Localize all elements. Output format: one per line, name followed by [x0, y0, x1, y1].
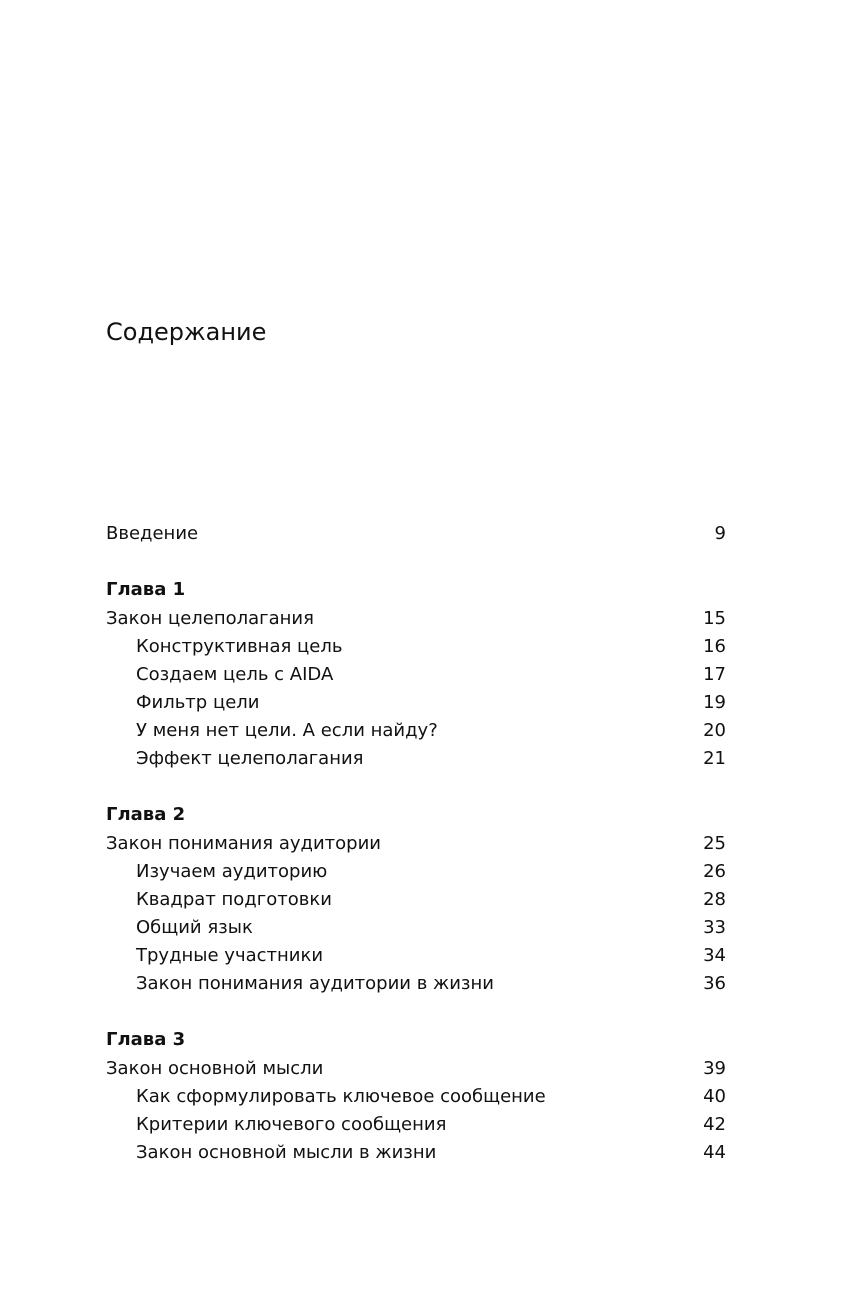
toc-section-entry[interactable] [106, 886, 726, 914]
toc-entry-title: Трудные участники [136, 945, 324, 966]
toc-section-entry[interactable] [106, 661, 726, 689]
toc-chapter-entry[interactable] [106, 1055, 726, 1083]
toc-entry-title: Закон понимания аудитории в жизни [136, 973, 494, 994]
toc-section-entry[interactable] [106, 914, 726, 942]
toc-section-entry[interactable] [106, 689, 726, 717]
toc-entry-page: 16 [703, 636, 726, 657]
toc-entry-page: 26 [703, 861, 726, 882]
toc-entry-title: Закон целеполагания [106, 608, 314, 629]
page-title: Содержание [106, 318, 267, 346]
toc-section-entry[interactable] [106, 1111, 726, 1139]
toc-section-entry[interactable] [106, 1139, 726, 1167]
toc-entry-page: 44 [703, 1142, 726, 1163]
toc-entry-page: 19 [703, 692, 726, 713]
toc-entry-title: Закон основной мысли в жизни [136, 1142, 437, 1163]
toc-entry-page: 21 [703, 748, 726, 769]
toc-entry-page: 17 [703, 664, 726, 685]
chapter-label: Глава 2 [106, 804, 186, 825]
toc-entry-title: Закон понимания аудитории [106, 833, 381, 854]
toc-section-entry[interactable] [106, 745, 726, 773]
toc-entry-page: 39 [703, 1058, 726, 1079]
toc-entry-intro[interactable] [106, 520, 726, 548]
toc-entry-page: 25 [703, 833, 726, 854]
toc-entry-page: 33 [703, 917, 726, 938]
toc-entry-page: 42 [703, 1114, 726, 1135]
toc-entry-title: Закон основной мысли [106, 1058, 324, 1079]
toc-chapter-entry[interactable] [106, 605, 726, 633]
toc-section-entry[interactable] [106, 970, 726, 998]
toc-section-entry[interactable] [106, 717, 726, 745]
chapter-label: Глава 3 [106, 1029, 186, 1050]
toc-entry-title: Создаем цель с AIDA [136, 664, 334, 685]
toc-entry-title: Введение [106, 523, 199, 544]
toc-entry-page: 34 [703, 945, 726, 966]
toc-entry-page: 9 [714, 523, 726, 544]
toc-entry-title: У меня нет цели. А если найду? [136, 720, 438, 741]
toc-entry-page: 28 [703, 889, 726, 910]
toc-entry-title: Критерии ключевого сообщения [136, 1114, 447, 1135]
toc-entry-title: Фильтр цели [136, 692, 260, 713]
toc-entry-page: 40 [703, 1086, 726, 1107]
toc-entry-title: Конструктивная цель [136, 636, 343, 657]
toc-chapter-entry[interactable] [106, 830, 726, 858]
toc-entry-page: 15 [703, 608, 726, 629]
toc-entry-title: Общий язык [136, 917, 253, 938]
toc-entry-title: Эффект целеполагания [136, 748, 364, 769]
chapter-label: Глава 1 [106, 579, 186, 600]
toc-entry-page: 36 [703, 973, 726, 994]
toc-entry-title: Как сформулировать ключевое сообщение [136, 1086, 546, 1107]
toc-section-entry[interactable] [106, 633, 726, 661]
toc-entry-page: 20 [703, 720, 726, 741]
toc-entry-title: Изучаем аудиторию [136, 861, 328, 882]
toc-section-entry[interactable] [106, 858, 726, 886]
toc-section-entry[interactable] [106, 942, 726, 970]
toc-entry-title: Квадрат подготовки [136, 889, 332, 910]
toc-section-entry[interactable] [106, 1083, 726, 1111]
